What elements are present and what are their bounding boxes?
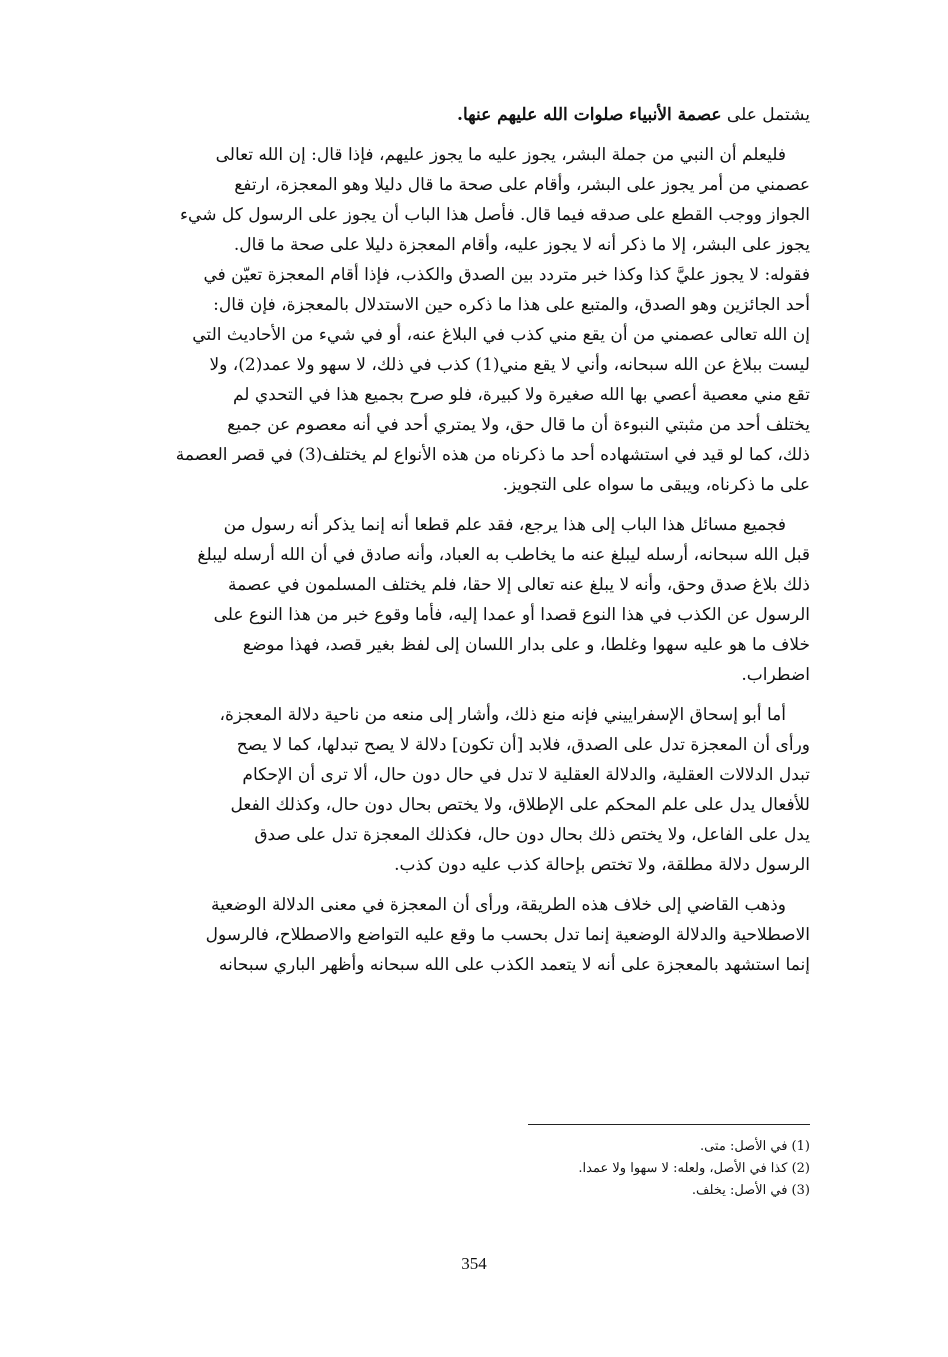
text-line: قبل الله سبحانه، أرسله ليبلغ عنه ما يخاطب به العباد، وأنه صادق في أن الله أرسله ليبلغ — [197, 545, 810, 565]
text-line: خلاف ما هو عليه سهوا وغلطا، و على بدار اللسان إلى لفظ بغير قصد، فهذا موضع — [242, 635, 810, 655]
paragraph-2 — [70, 510, 810, 690]
text-line: يدل على الفاعل، ولا يختص ذلك بحال دون حال، فكذلك المعجزة تدل على صدق — [254, 825, 810, 845]
document-body — [70, 100, 810, 980]
text-line: أما أبو إسحاق الإسفراييني فإنه منع ذلك، وأشار إلى منعه من ناحية دلالة المعجزة، — [219, 705, 786, 725]
text-line: يختلف أحد من مثبتي النبوءة أن ما قال حق، ولا يمتري أحد في أنه معصوم عن جميع — [227, 415, 810, 435]
text-line: فجميع مسائل هذا الباب إلى هذا يرجع، فقد علم قطعا أنه إنما يذكر أنه رسول من — [223, 515, 786, 535]
footnote-3: (3) في الأصل: يخلف. — [691, 1183, 810, 1198]
text-line: ذلك بلاغ صدق وحق، وأنه لا يبلغ عنه تعالى إلا حقا، فلم يختلف المسلمون في عصمة — [227, 575, 810, 595]
text-line: فقوله: لا يجوز عليَّ كذا وكذا خبر متردد بين الصدق والكذب، فإذا أقام المعجزة تعيّن في — [203, 265, 810, 285]
section-lead-bold: عصمة الأنبياء صلوات الله عليهم عنها. — [457, 105, 722, 125]
footnotes — [420, 1136, 810, 1202]
footnote-1: (1) في الأصل: متى. — [699, 1139, 810, 1154]
text-line: عصمني من أمر يجوز على البشر، وأقام على صحة ما قال دليلا وهو المعجزة، ارتفع — [234, 175, 810, 195]
text-line: الاصطلاحية والدلالة الوضعية إنما تدل بحسب ما وقع عليه التواضع والاصطلاح، فالرسول — [205, 925, 810, 945]
text-line: ذلك، كما لو قيد في استشهاده أحد ما ذكرناه من هذه الأنواع لم يختلف(3) في قصر العصمة — [175, 445, 810, 465]
paragraph-1 — [70, 140, 810, 500]
text-line: وذهب القاضي إلى خلاف هذه الطريقة، ورأى أن المعجزة في معنى الدلالة الوضعية — [210, 895, 786, 915]
text-line: فليعلم أن النبي من جملة البشر، يجوز عليه ما يجوز عليهم، فإذا قال: إن الله تعالى — [215, 145, 786, 165]
section-lead-line — [70, 100, 810, 130]
text-line: الرسول عن الكذب في هذا النوع قصدا أو عمدا إليه، فأما وقوع خبر من هذا النوع على — [213, 605, 810, 625]
paragraph-3 — [70, 700, 810, 880]
section-lead-prefix: يشتمل على — [721, 105, 810, 125]
paragraph-4 — [70, 890, 810, 980]
text-line: إن الله تعالى عصمني من أن يقع مني كذب في البلاغ عنه، أو في شيء من الأحاديث التي — [192, 325, 810, 345]
footnote-2: (2) كذا في الأصل، ولعله: لا سهوا ولا عمدا. — [578, 1161, 810, 1176]
text-line: ورأى أن المعجزة تدل على الصدق، فلابد [أن تكون] دلالة لا يصح تبدلها، كما لا يصح — [236, 735, 810, 755]
text-line: للأفعال يدل على علم المحكم على الإطلاق، ولا يختص بحال دون حال، وكذلك الفعل — [230, 795, 810, 815]
text-line: ليست ببلاغ عن الله سبحانه، وأني لا يقع مني(1) كذب في ذلك، لا سهو ولا عمد(2)، ولا — [209, 355, 810, 375]
text-line: اضطراب. — [741, 665, 810, 685]
text-line: أحد الجائزين وهو الصدق، والمتبع على هذا ما ذكره حين الاستدلال بالمعجزة، فإن قال: — [213, 295, 810, 315]
text-line: إنما استشهد بالمعجزة على أنه لا يتعمد الكذب على الله سبحانه وأظهر الباري سبحانه — [218, 955, 810, 975]
text-line: على ما ذكرناه، ويبقى ما سواه على التجويز. — [502, 475, 810, 495]
text-line: تبدل الدلالات العقلية، والدلالة العقلية لا تدل في حال دون حال، ألا ترى أن الإحكام — [242, 765, 810, 785]
footnote-divider — [528, 1124, 810, 1125]
text-line: الجواز ووجب القطع على صدقه فيما قال. فأصل هذا الباب أن يجوز على الرسول كل شيء — [180, 205, 810, 225]
text-line: تقع مني معصية أعصي بها الله صغيرة ولا كبيرة، فلو صرح بجميع هذا في التحدي لم — [232, 385, 810, 405]
text-line: يجوز على البشر، إلا ما ذكر أنه لا يجوز عليه، وأقام المعجزة دليلا على صحة ما قال. — [233, 235, 810, 255]
page-number: 354 — [461, 1254, 487, 1273]
text-line: الرسول دلالة مطلقة، ولا تختص بإحالة كذب عليه دون كذب. — [394, 855, 810, 875]
